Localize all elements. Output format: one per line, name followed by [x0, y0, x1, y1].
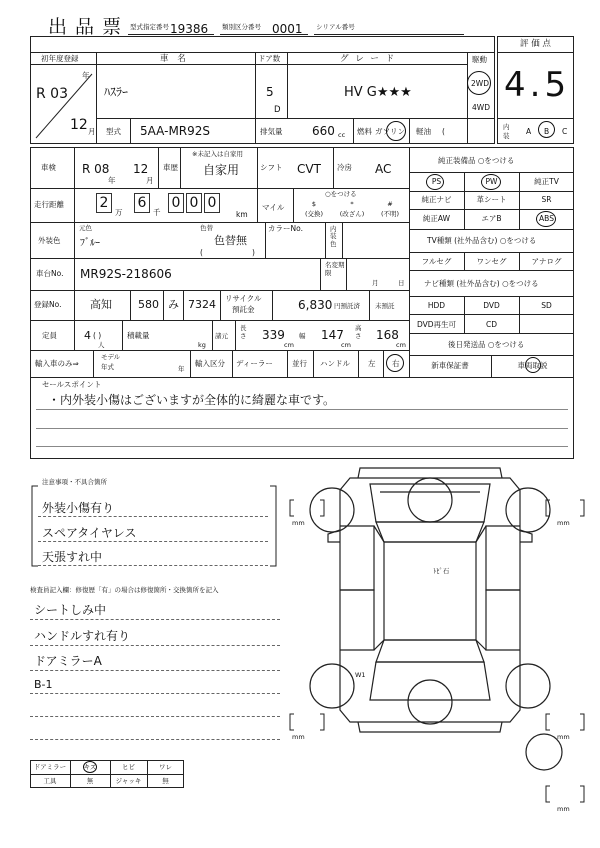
eq-line-6 — [409, 270, 574, 271]
equip-airbag: エアB — [481, 214, 502, 223]
chassis-no: MR92S-218606 — [80, 267, 172, 281]
dimensions-label: 諸元 — [215, 332, 228, 340]
interior-color-label: 内装色 — [330, 225, 337, 248]
insp-line-5 — [30, 716, 280, 717]
inspection-year-unit: 年 — [108, 176, 116, 185]
eq-line-7 — [409, 296, 574, 297]
month-unit: 月 — [88, 127, 96, 136]
header-row-line — [30, 52, 495, 53]
sales-line-3 — [36, 446, 568, 447]
import-label: 輸入車のみ⇒ — [35, 359, 79, 368]
interior-label-2: 装 — [503, 132, 510, 140]
capacity-paren: ( ) — [93, 331, 102, 340]
header-col-line3 — [287, 52, 288, 118]
doors: 5 — [266, 85, 274, 99]
tv-title: TV種類 (社外品含む) ○をつける — [427, 236, 537, 245]
km-unit: km — [236, 210, 248, 219]
cooling: AC — [375, 162, 392, 176]
displacement-label: 排気量 — [260, 127, 283, 136]
header-col-line5 — [130, 118, 131, 144]
r7-col-a — [93, 350, 94, 377]
load-label: 積載量 — [127, 331, 150, 340]
dmg-tools: 工具 — [43, 777, 57, 785]
handle-label: ハンドル — [320, 359, 350, 368]
serial-underline — [314, 34, 464, 35]
name-change-month: 月 — [372, 279, 379, 287]
insp-line-6 — [30, 739, 280, 740]
r7-col-e — [313, 350, 314, 377]
insp-line-3 — [30, 670, 280, 671]
import-dealer: ディーラー — [236, 359, 273, 368]
inspector-title: 検査員記入欄：修復歴「有」の場合は修復箇所・交換箇所を記入 — [30, 586, 219, 594]
sales-point-text: ・内外装小傷はございますが全体的に綺麗な車です。 — [48, 393, 336, 407]
r7-col-f — [358, 350, 359, 377]
business-note: ※未記入は自家用 — [192, 150, 243, 158]
row-line-3 — [30, 258, 409, 259]
notes-title: 注意事項・不具合箇所 — [42, 478, 107, 486]
color-change-paren-close: ) — [252, 248, 255, 257]
equip-navi: 純正ナビ — [421, 195, 452, 204]
reg-no-label: 登録No. — [34, 300, 62, 309]
r6-col-c — [235, 320, 236, 350]
header-col-line2 — [255, 52, 256, 118]
mile-opt-2-bottom: (改ざん) — [339, 210, 365, 218]
interior-a: A — [526, 127, 532, 136]
fuel-label: 燃料 — [357, 127, 372, 136]
category-no-label: 類別区分番号 — [222, 23, 261, 31]
eq-line-8 — [409, 314, 574, 315]
mm-label-4: mm — [557, 733, 570, 741]
length: 339 — [262, 328, 285, 342]
note-item-3: 天張すれ中 — [42, 550, 103, 564]
mm-label-1: mm — [292, 519, 305, 527]
fuel: ガソリン — [375, 127, 405, 136]
reg-number: 7324 — [188, 298, 216, 311]
note-line-2 — [38, 541, 268, 542]
roof-label: ﾄﾋﾟ石 — [433, 567, 450, 575]
dmg-jack-val: 無 — [162, 777, 169, 785]
drive-2wd: 2WD — [471, 79, 489, 88]
drive-label: 駆動 — [472, 55, 487, 64]
reg-class: 580 — [138, 298, 159, 311]
mile-opt-1-top: $ — [311, 200, 317, 208]
recycle-label-2: 預託金 — [232, 305, 255, 314]
form-title: 出 品 票 — [48, 16, 123, 38]
mileage-label: 走行距離 — [34, 200, 64, 209]
shift-label: シフト — [260, 163, 283, 172]
equip-aw: 純正AW — [422, 214, 451, 223]
inspection-year: R 08 — [82, 162, 110, 176]
color-change-paren-open: ( — [200, 248, 203, 257]
navi-cd: CD — [485, 320, 497, 329]
model-no-label: 型式指定番号 — [130, 23, 169, 31]
equip-sr: SR — [541, 195, 552, 204]
tv-fullseg: フルセグ — [421, 257, 452, 266]
mileage-digit-2: 6 — [137, 195, 147, 211]
r7-col-d — [287, 350, 288, 377]
mm-label-3: mm — [292, 733, 305, 741]
tv-oneseg: ワンセグ — [476, 257, 507, 266]
equip-ps: PS — [431, 177, 442, 186]
mile-opt-3-top: # — [387, 200, 393, 208]
inspector-item-4: B-1 — [34, 678, 53, 691]
exterior-label: 外装色 — [38, 236, 61, 245]
displacement-unit: cc — [338, 131, 346, 139]
height: 168 — [376, 328, 399, 342]
score-label: 評 価 点 — [520, 39, 551, 49]
recycle-status: 未預託 — [375, 302, 395, 310]
w1-label: W1 — [355, 671, 366, 679]
r1-col-d — [333, 147, 334, 188]
row-line-2 — [30, 222, 409, 223]
eq-line-1 — [409, 172, 574, 173]
note-item-2: スペアタイヤレス — [42, 526, 137, 540]
sales-line-2 — [36, 428, 568, 429]
r6-col-a — [122, 320, 123, 350]
r4-col-b — [346, 258, 347, 290]
thousand-unit: 千 — [153, 208, 161, 217]
color-change: 色替無 — [214, 234, 247, 247]
insp-line-1 — [30, 619, 280, 620]
r7-col-g — [383, 350, 384, 377]
man-unit: 万 — [115, 208, 123, 217]
eq-line-2 — [409, 191, 574, 192]
dmg-crack: ヒビ — [122, 763, 135, 771]
r1-col-a — [158, 147, 159, 188]
equip-leather: 革シート — [476, 195, 507, 204]
fuel-circle — [386, 121, 406, 141]
height-label: 高さ — [355, 324, 362, 340]
first-reg-month: 12 — [70, 117, 88, 133]
door-type: D — [274, 105, 281, 115]
chassis-label: 車台No. — [36, 269, 64, 278]
note-item-1: 外装小傷有り — [42, 501, 115, 515]
dmg-mirror: ドアミラー — [33, 763, 67, 771]
mm-label-5: mm — [557, 805, 570, 813]
r7-col-b — [190, 350, 191, 377]
eq-line-4 — [409, 229, 574, 230]
mileage-digit-1: 2 — [99, 195, 109, 211]
model-year-unit: 年 — [178, 365, 185, 373]
later-manual-circle — [525, 357, 541, 373]
sales-line-1 — [36, 409, 568, 410]
width-unit: cm — [341, 341, 351, 349]
eq-line-3 — [409, 209, 574, 210]
equipment-title: 純正装備品 ○をつける — [438, 156, 515, 165]
score-bottom-line — [497, 118, 574, 119]
handle-left: 左 — [368, 359, 376, 368]
reg-area: 高知 — [90, 298, 112, 311]
inspection-month-unit: 月 — [146, 176, 154, 185]
r3-col-a — [265, 222, 266, 258]
capacity-label: 定員 — [42, 331, 57, 340]
length-unit: cm — [284, 341, 294, 349]
row-line-1 — [30, 188, 409, 189]
light-oil-label: 軽油 — [416, 127, 431, 136]
category-no: 0001 — [272, 22, 303, 36]
model-no: 19386 — [170, 22, 209, 36]
r5-col-c — [183, 290, 184, 320]
r2-col-b — [293, 188, 294, 222]
height-unit: cm — [396, 341, 406, 349]
mileage-digit-3: 0 — [171, 195, 181, 211]
name-change-day: 日 — [398, 279, 405, 287]
color-code-label: 色替 — [200, 224, 213, 232]
eq-line-9 — [409, 333, 574, 334]
handle-right: 右 — [392, 359, 400, 368]
original-color: ﾌﾞﾙｰ — [80, 238, 100, 249]
equip-tv: 純正TV — [534, 177, 559, 186]
equip-abs-circle — [536, 211, 556, 227]
navi-hdd: HDD — [427, 301, 446, 310]
r5-col-a — [130, 290, 131, 320]
year-unit: 年 — [82, 71, 90, 80]
mile-opt-1-bottom: (交換) — [304, 210, 324, 218]
serial-label: シリアル番号 — [316, 23, 355, 31]
capacity-unit: 人 — [98, 341, 105, 349]
first-reg-year: R 03 — [36, 86, 68, 102]
header-col-line1 — [96, 52, 97, 144]
drive-2wd-circle — [467, 71, 491, 95]
mile-note: ○をつける — [325, 190, 357, 198]
name-change-label: 名変期限 — [325, 261, 345, 277]
grade: HV G★★★ — [344, 85, 412, 100]
header-col-line7 — [353, 118, 354, 144]
model-year-label-2: 年式 — [101, 363, 114, 371]
r2-col-a — [257, 188, 258, 222]
later-title: 後日発送品 ○をつける — [448, 340, 525, 349]
sales-point-label: セールスポイント — [42, 380, 102, 389]
mileage-digit-5: 0 — [207, 195, 217, 211]
navi-dvd-play: DVD再生可 — [416, 320, 457, 329]
eq-line-5 — [409, 252, 574, 253]
interior-c: C — [562, 127, 568, 136]
type-label: 型式 — [106, 127, 121, 136]
later-warranty: 新車保証書 — [431, 361, 469, 370]
car-diagram — [280, 460, 600, 848]
car-name: ﾊｽﾗｰ — [104, 85, 129, 99]
header-col-line4 — [467, 52, 468, 144]
tv-analog: アナログ — [531, 257, 562, 266]
r6-col-b — [212, 320, 213, 350]
equip-pw-circle — [481, 174, 501, 190]
interior-b: B — [544, 127, 550, 136]
dmg-scratch-circle — [83, 761, 97, 773]
navi-sd: SD — [541, 301, 552, 310]
displacement: 660 — [312, 124, 335, 138]
equip-pw: PW — [485, 177, 498, 186]
r5-col-d — [220, 290, 221, 320]
recycle-unit: 円預託済 — [334, 302, 360, 310]
header-row-line2 — [96, 118, 495, 119]
note-line-3 — [38, 565, 268, 566]
length-label: 長さ — [240, 324, 247, 340]
evaluation-score: 4.5 — [504, 65, 571, 105]
dmg-scratch: キズ — [83, 763, 97, 771]
mile-opt-3-bottom: (不明) — [380, 210, 400, 218]
import-category-label: 輸入区分 — [195, 359, 225, 368]
inspection-month: 12 — [133, 162, 149, 176]
inspector-item-2: ハンドルすれ有り — [34, 629, 131, 643]
r3-col-c — [342, 222, 343, 258]
r5-col-e — [272, 290, 273, 320]
grade-label: グ レ ー ド — [340, 54, 397, 64]
recycle-label-1: リサイクル — [225, 294, 262, 303]
equip-abs: ABS — [539, 214, 554, 223]
drive-4wd: 4WD — [472, 103, 490, 112]
color-no-label: カラーNo. — [268, 224, 303, 233]
history-label: 車歴 — [163, 163, 178, 172]
model-type: 5AA-MR92S — [140, 124, 211, 138]
r5-col-f — [369, 290, 370, 320]
dmg-break: ワレ — [159, 763, 172, 771]
equip-ps-circle — [426, 174, 444, 190]
interior-b-circle — [538, 121, 555, 138]
light-oil-paren: ( — [442, 127, 445, 136]
first-reg-label: 初年度登録 — [41, 54, 79, 63]
row-line-6 — [30, 350, 409, 351]
navi-dvd: DVD — [483, 301, 500, 310]
cooling-label: 冷房 — [337, 163, 352, 172]
car-name-label: 車 名 — [160, 54, 189, 64]
header-col-line6 — [255, 118, 256, 144]
mile-label: マイル — [262, 203, 285, 212]
inspector-item-3: ドアミラーA — [34, 654, 102, 668]
inspector-item-1: シートしみ中 — [34, 603, 107, 617]
mileage-digit-4: 0 — [189, 195, 199, 211]
reg-kana: み — [168, 298, 179, 311]
r7-col-c — [232, 350, 233, 377]
original-color-label: 元色 — [79, 224, 92, 232]
r1-col-c — [257, 147, 258, 188]
width-label: 幅 — [299, 332, 306, 340]
shift: CVT — [297, 162, 321, 176]
insp-line-2 — [30, 645, 280, 646]
later-manual: 車両取説 — [517, 361, 548, 370]
width: 147 — [321, 328, 344, 342]
capacity: 4 — [84, 329, 91, 342]
header-col-line8 — [409, 118, 410, 144]
handle-right-circle — [386, 354, 404, 372]
r5-col-b — [163, 290, 164, 320]
row-line-7 — [30, 377, 574, 378]
interior-label-1: 内 — [503, 123, 510, 131]
recycle-amount: 6,830 — [298, 298, 333, 312]
load-unit: kg — [198, 341, 206, 349]
score-divider — [497, 52, 574, 53]
r3-col-b — [325, 222, 326, 258]
insp-line-4 — [30, 693, 280, 694]
history: 自家用 — [203, 163, 240, 177]
doors-label: ドア数 — [258, 54, 281, 63]
dmg-tools-val: 無 — [86, 777, 94, 785]
inspection-label: 車検 — [41, 163, 56, 172]
r1-col-b — [180, 147, 181, 188]
r4-col-a — [320, 258, 321, 290]
note-line-1 — [38, 516, 268, 517]
dmg-mid — [30, 774, 184, 775]
row-line-5 — [30, 320, 409, 321]
label-col — [74, 147, 75, 350]
model-year-label-1: モデル — [101, 353, 121, 361]
mile-opt-2-top: * — [350, 200, 354, 208]
dmg-jack: ジャッキ — [115, 777, 142, 785]
mm-label-2: mm — [557, 519, 570, 527]
import-parallel: 並行 — [292, 359, 307, 368]
navi-title: ナビ種類 (社外品含む) ○をつける — [424, 279, 539, 288]
